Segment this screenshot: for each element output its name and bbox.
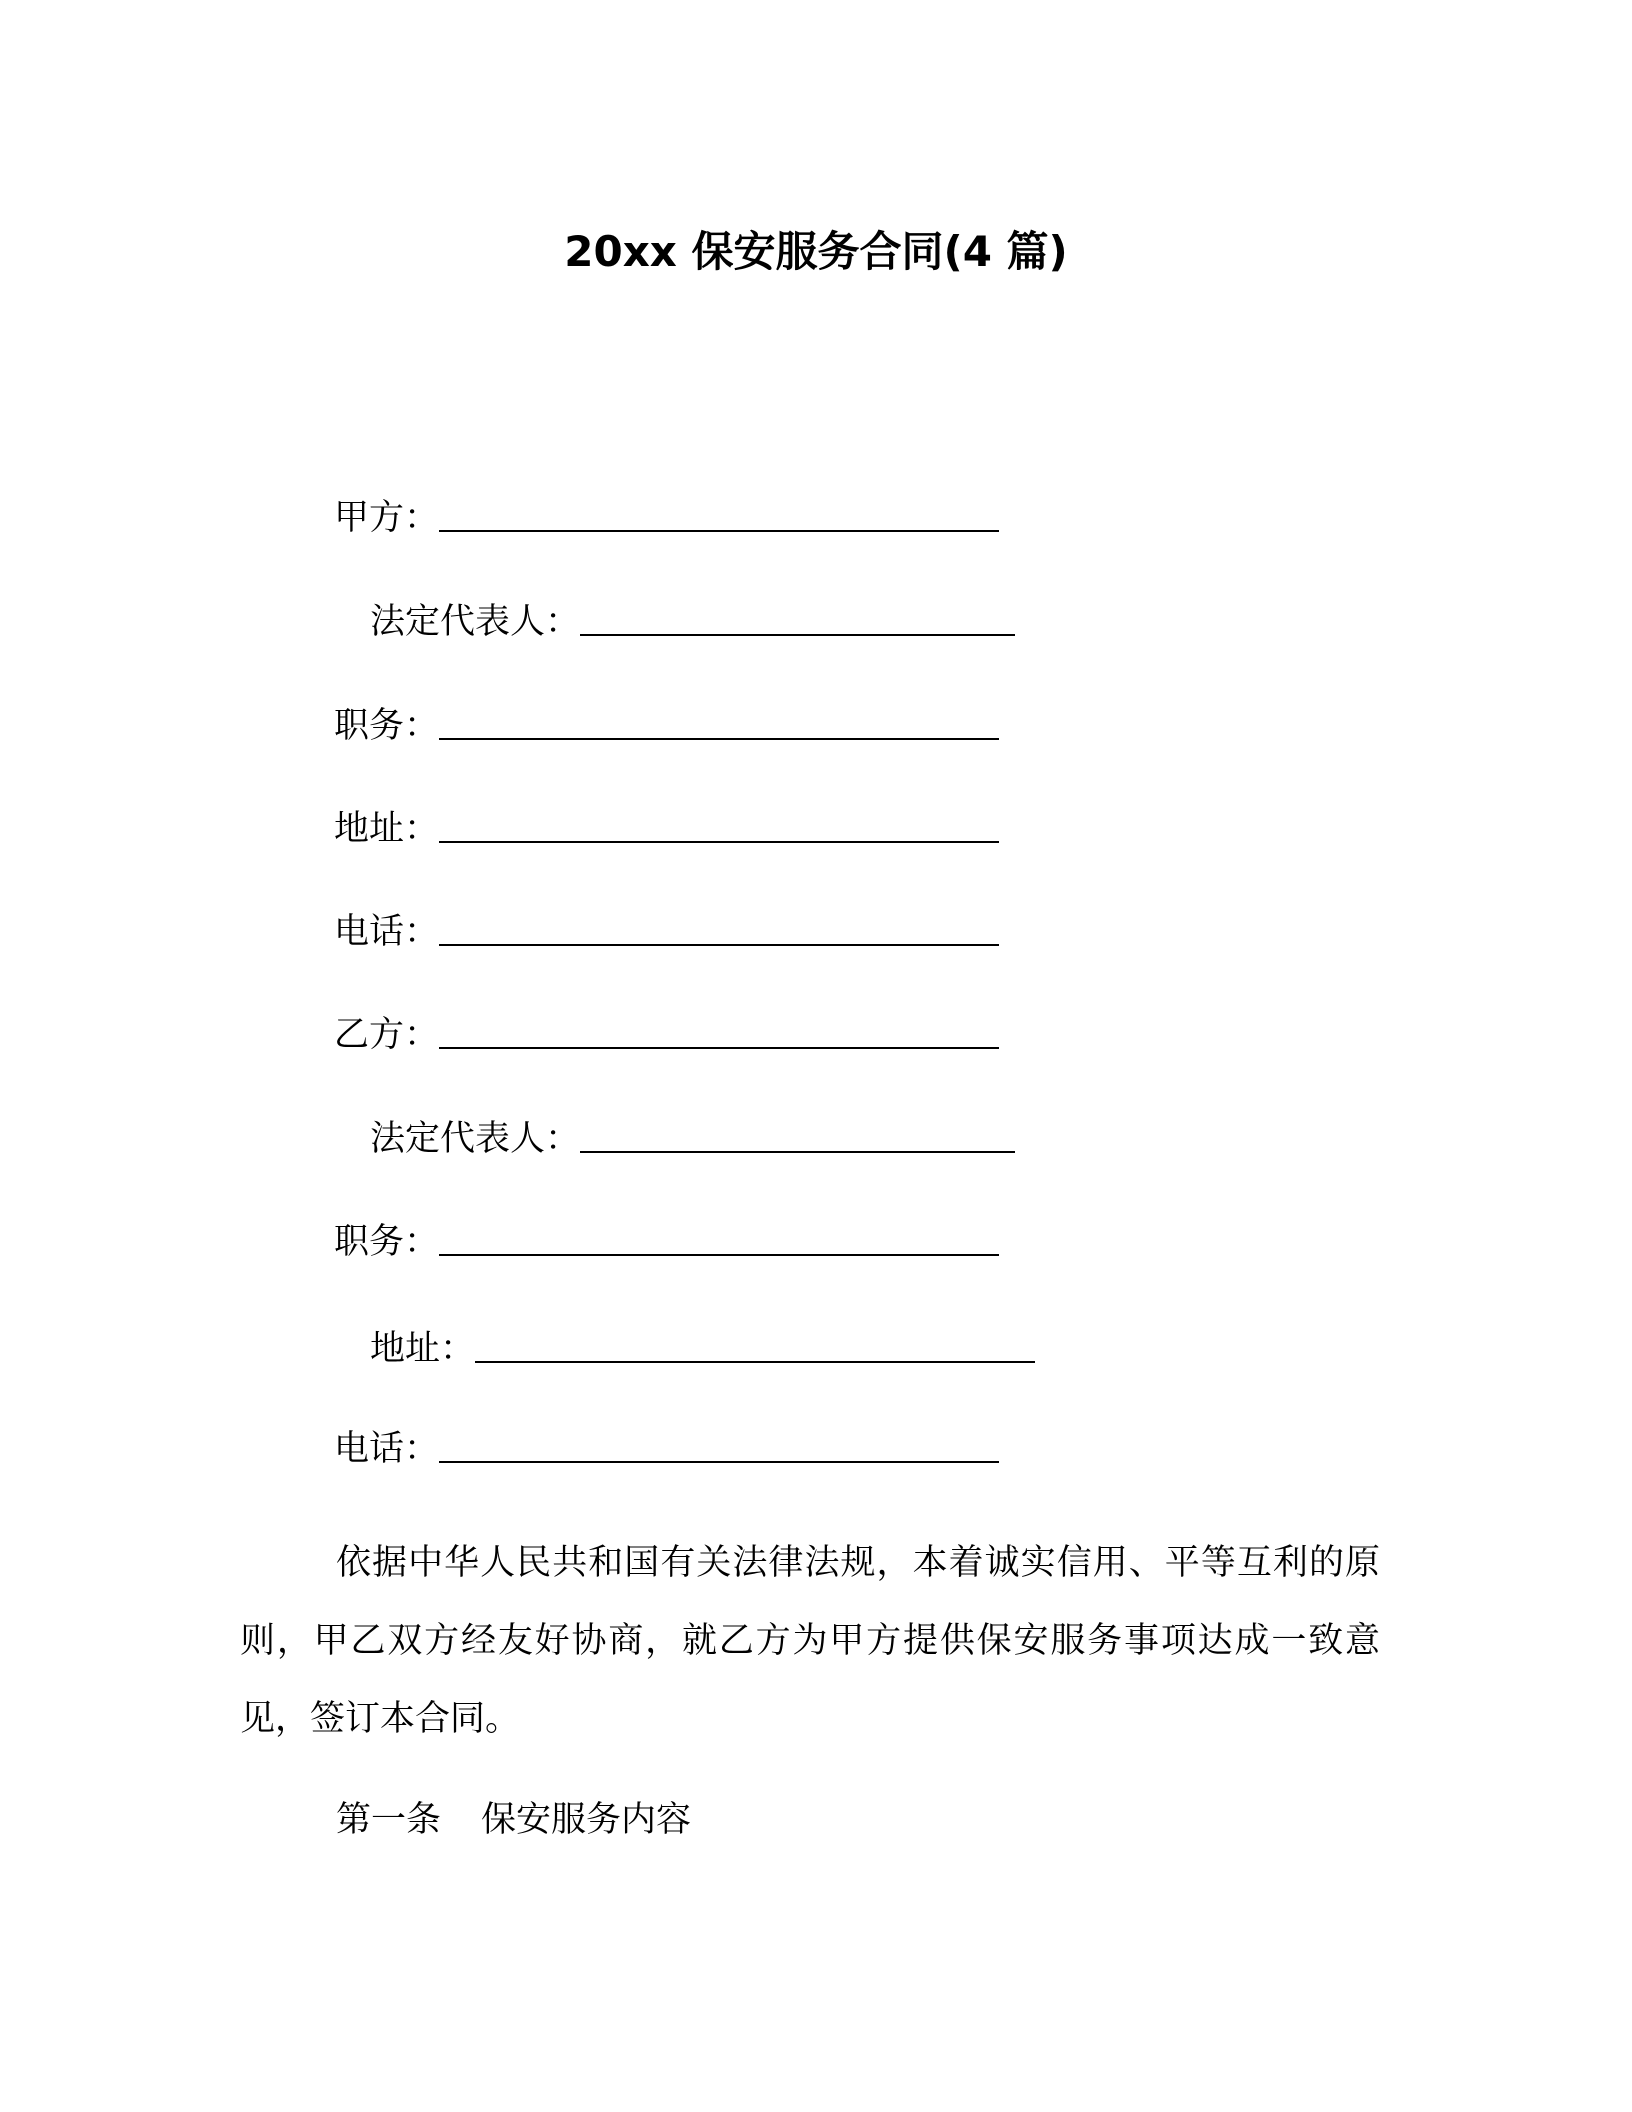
section-heading xyxy=(336,1794,691,1846)
field-label: 电话： xyxy=(334,1429,440,1469)
document-title: 20xx 保安服务合同(4 篇) xyxy=(564,227,1068,276)
party-a-position-field xyxy=(334,700,999,752)
party-a-representative-field xyxy=(370,596,1015,648)
field-label: 职务： xyxy=(334,1222,440,1262)
field-label: 法定代表人： xyxy=(370,602,581,642)
party-b-address-field xyxy=(370,1323,1035,1375)
party-b-phone-field xyxy=(334,1423,999,1475)
blank-line xyxy=(580,1150,1015,1153)
blank-line xyxy=(439,737,999,740)
blank-line xyxy=(439,1046,999,1049)
blank-line xyxy=(580,633,1015,636)
blank-line xyxy=(475,1360,1035,1363)
preamble-paragraph: 依据中华人民共和国有关法律法规，本着诚实信用、平等互利的原则，甲乙双方经友好协商，就乙方为甲方提供保安服务事项达成一致意见，签订本合同。 xyxy=(240,1543,1380,1739)
field-label: 法定代表人： xyxy=(370,1119,581,1159)
party-b-field xyxy=(334,1009,999,1061)
party-b-representative-field xyxy=(370,1113,1015,1165)
blank-line xyxy=(439,840,999,843)
party-a-phone-field xyxy=(334,906,999,958)
field-label: 地址： xyxy=(370,1329,476,1369)
field-label: 职务： xyxy=(334,706,440,746)
party-b-position-field xyxy=(334,1216,999,1268)
section-number: 第一条 xyxy=(336,1800,442,1840)
field-label: 甲方： xyxy=(334,498,440,538)
section-title: 保安服务内容 xyxy=(481,1800,692,1840)
party-a-field xyxy=(334,492,999,544)
blank-line xyxy=(439,1253,999,1256)
blank-line xyxy=(439,1460,999,1463)
field-label: 地址： xyxy=(334,809,440,849)
party-a-address-field xyxy=(334,803,999,855)
field-label: 乙方： xyxy=(334,1015,440,1055)
blank-line xyxy=(439,943,999,946)
blank-line xyxy=(439,529,999,532)
field-label: 电话： xyxy=(334,912,440,952)
